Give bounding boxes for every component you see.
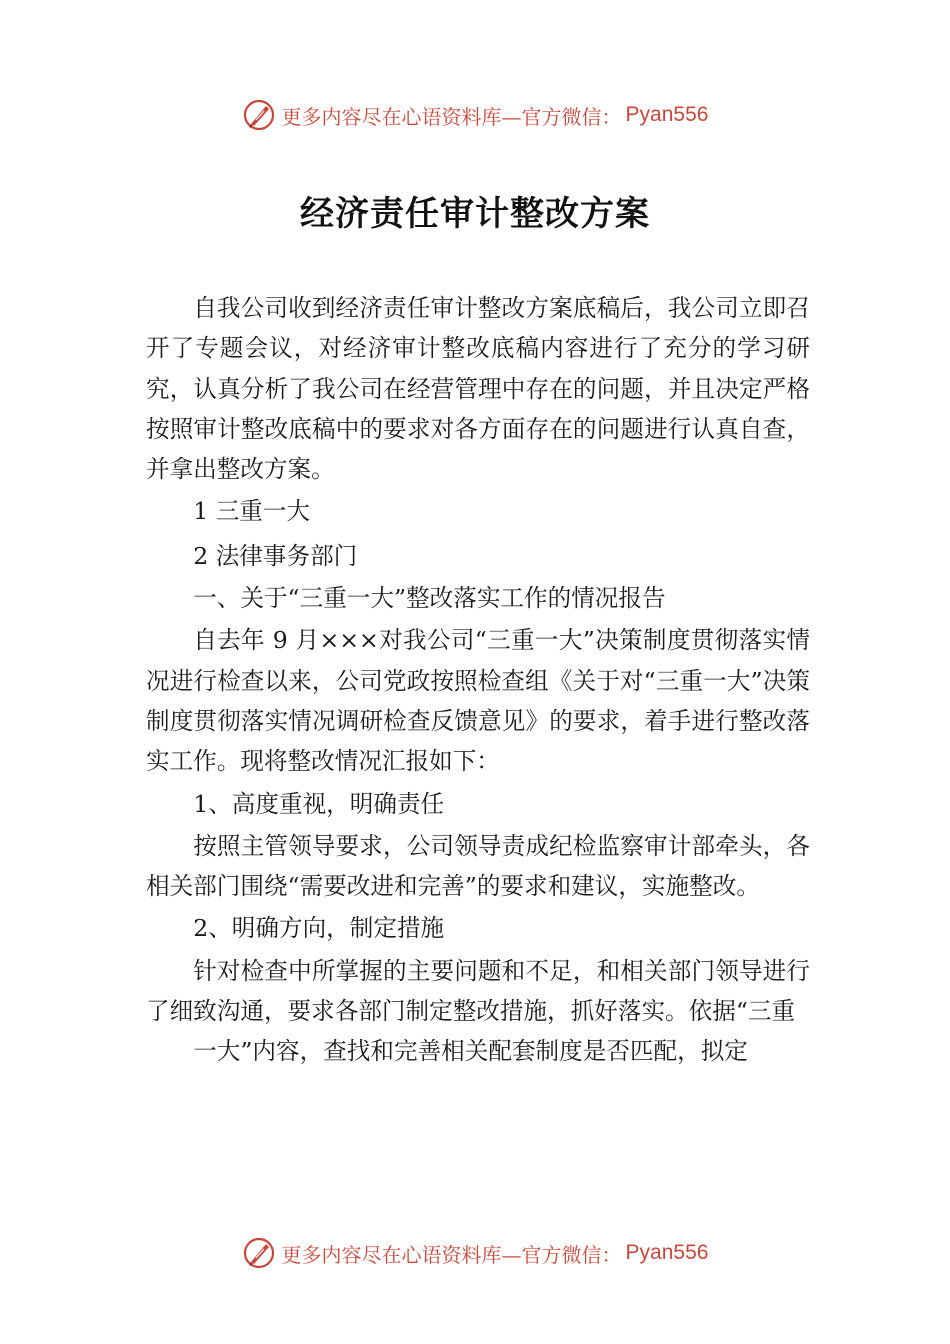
paragraph-intro: 自我公司收到经济责任审计整改方案底稿后，我公司立即召开了专题会议，对经济审计整改底稿内容进行了充分的学习研究，认真分析了我公司在经营管理中存在的问题，并且决定严格按照审计整改底稿中的要求对各方面存在的问题进行认真自查，并拿出整改方案。	[146, 294, 810, 484]
document-title: 经济责任审计整改方案	[300, 194, 650, 234]
paragraph-responsibility: 按照主管领导要求，公司领导责成纪检监察审计部牵头，各相关部门围绕“需要改进和完善”的要求和建议，实施整改。	[146, 831, 810, 901]
paragraph-background: 自去年 9 月×××对我公司“三重一大”决策制度贯彻落实情况进行检查以来，公司党政按照检查组《关于对“三重一大”决策制度贯彻落实情况调研检查反馈意见》的要求，着手进行整改落实工作。现将整改情况汇报如下：	[146, 626, 810, 776]
quill-pen-logo-icon	[242, 98, 276, 132]
subheading-2: 2、明确方向，制定措施	[193, 914, 445, 943]
watermark-banner-bottom	[0, 1233, 950, 1273]
document-body	[146, 288, 810, 1072]
quill-pen-logo-icon	[242, 1236, 276, 1270]
paragraph-measures: 针对检查中所掌握的主要问题和不足，和相关部门领导进行了细致沟通，要求各部门制定整改措施，抓好落实。依据“三重	[146, 956, 810, 1026]
watermark-wechat-id: Pyan556	[625, 103, 709, 126]
list-item-2: 2 法律事务部门	[193, 541, 358, 570]
section-heading-1: 一、关于“三重一大”整改落实工作的情况报告	[193, 584, 666, 613]
watermark-text: 更多内容尽在心语资料库—官方微信：	[281, 104, 622, 129]
subheading-1: 1、高度重视，明确责任	[193, 789, 445, 818]
watermark-banner-top	[0, 95, 950, 135]
watermark-wechat-id: Pyan556	[625, 1241, 709, 1264]
watermark-text: 更多内容尽在心语资料库—官方微信：	[281, 1242, 622, 1267]
list-item-1: 1 三重一大	[193, 497, 311, 526]
paragraph-continuation: 一大”内容，查找和完善相关配套制度是否匹配，拟定	[193, 1037, 748, 1066]
